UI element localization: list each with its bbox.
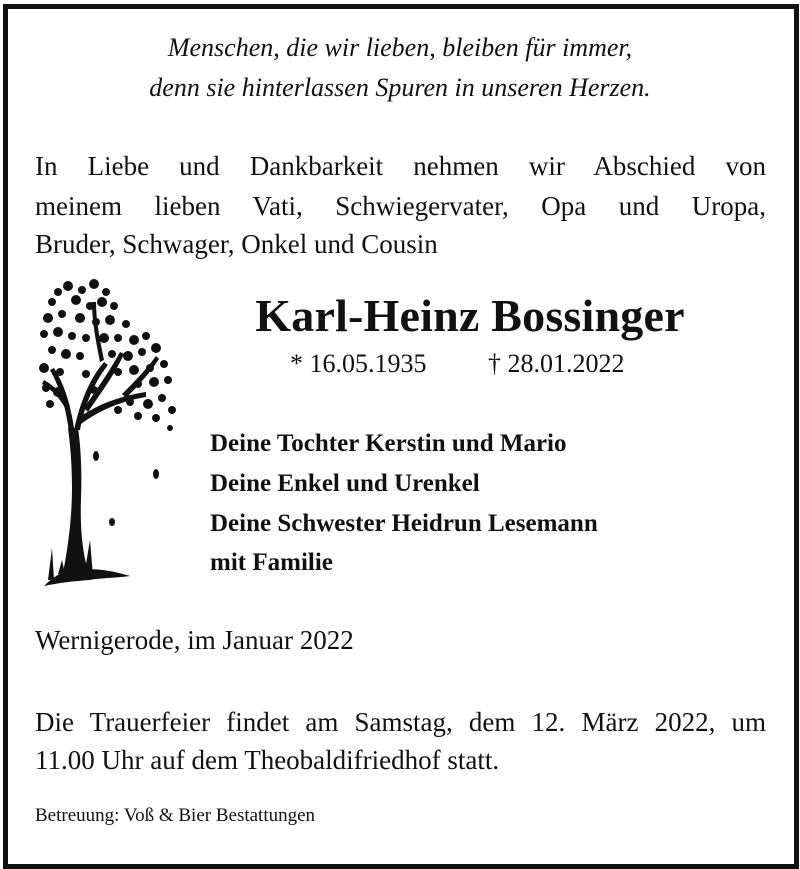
deceased-name: Karl-Heinz Bossinger	[255, 290, 685, 341]
birth-date: * 16.05.1935	[290, 349, 427, 378]
mourner-line: Deine Enkel und Urenkel	[210, 470, 480, 497]
place-date: Wernigerode, im Januar 2022	[35, 625, 354, 655]
tree-icon	[38, 278, 178, 590]
quote-line-1: Menschen, die wir lieben, bleiben für immer,	[167, 33, 633, 62]
intro-line-1: In Liebe und Dankbarkeit nehmen wir Abschied von	[35, 151, 766, 181]
intro-line-3: Bruder, Schwager, Onkel und Cousin	[35, 229, 438, 259]
funeral-info-line-1: Die Trauerfeier findet am Samstag, dem 12. März 2022, um	[35, 707, 766, 737]
mourner-line: mit Familie	[210, 549, 333, 576]
quote-line-2: denn sie hinterlassen Spuren in unseren Herzen.	[149, 73, 651, 102]
death-date: † 28.01.2022	[488, 349, 625, 378]
intro-line-2: meinem lieben Vati, Schwiegervater, Opa und Uropa,	[35, 191, 766, 221]
funeral-info-line-2: 11.00 Uhr auf dem Theobaldifriedhof statt.	[35, 745, 500, 775]
mourner-line: Deine Tochter Kerstin und Mario	[210, 430, 567, 457]
mourner-line: Deine Schwester Heidrun Lesemann	[210, 510, 598, 537]
funeral-home-credit: Betreuung: Voß & Bier Bestattungen	[35, 805, 316, 826]
